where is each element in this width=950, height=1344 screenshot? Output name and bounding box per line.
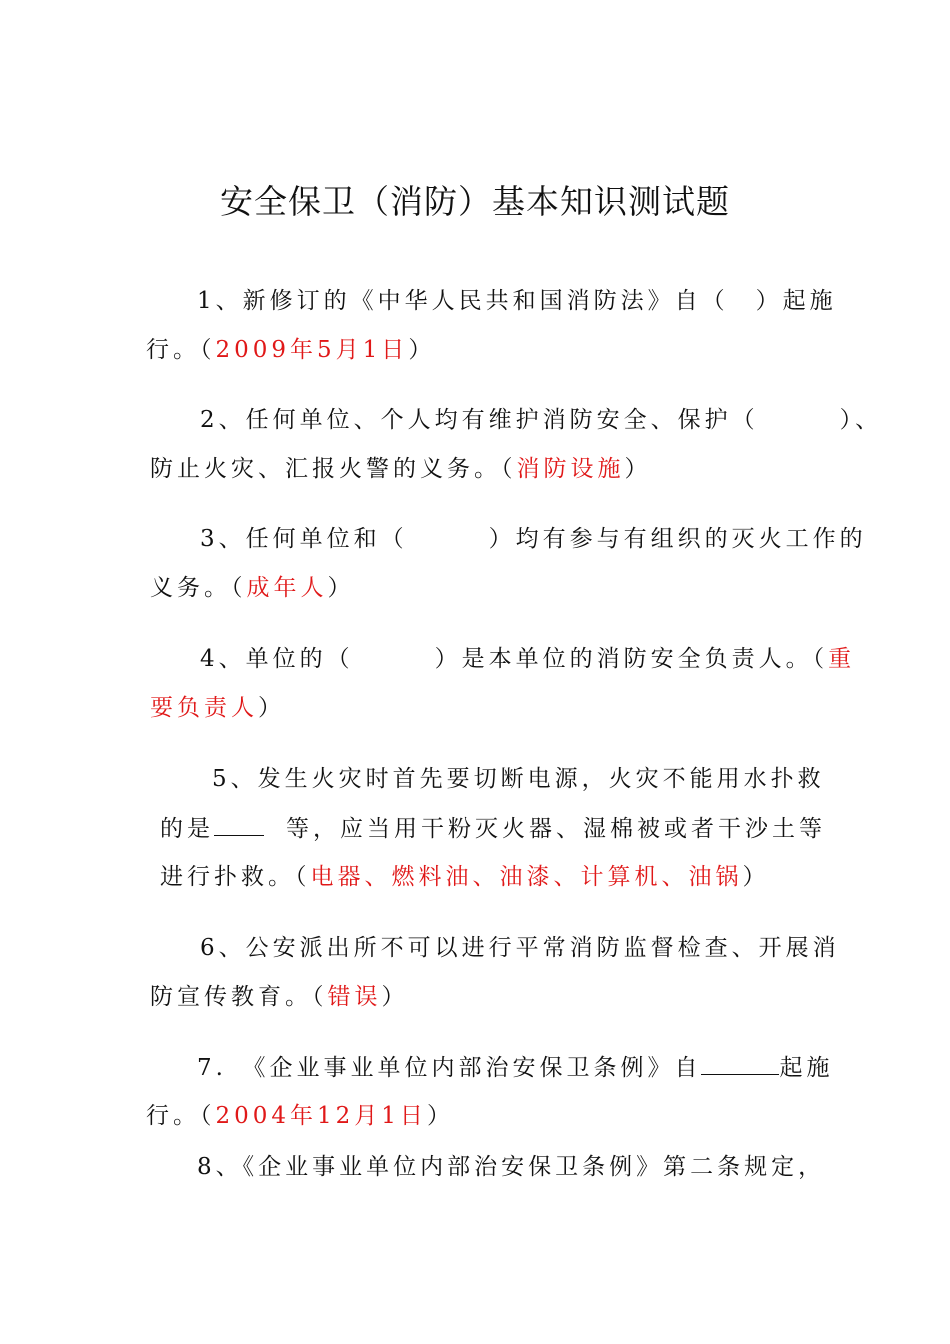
q2-line2-text: 防止火灾、汇报火警的义务。（ [150, 456, 517, 482]
q1-line2-close: ） [408, 337, 436, 363]
q3-line2-text: 义务。（ [150, 575, 247, 601]
q4-line1-text: 4、单位的（ ）是本单位的消防安全负责人。（ [200, 646, 829, 672]
q1-line1: 1、新修订的《中华人民共和国消防法》自（ ）起施 [197, 288, 837, 314]
q1-answer: 2009年5月1日 [215, 337, 409, 363]
q4-line2 [150, 693, 285, 723]
q5-line1: 5、发生火灾时首先要切断电源，火灾不能用水扑救 [212, 766, 825, 792]
q2-line1: 2、任何单位、个人均有维护消防安全、保护（ ）、 [200, 407, 883, 433]
q8-line1: 8、《企业事业单位内部治安保卫条例》第二条规定， [197, 1154, 826, 1180]
q7-fill-blank [701, 1052, 779, 1075]
q5-line3-close: ） [742, 864, 770, 890]
q2-answer: 消防设施 [516, 456, 625, 482]
page-title: 安全保卫（消防）基本知识测试题 [220, 182, 730, 221]
q6-line2-text: 防宣传教育。（ [150, 984, 328, 1010]
q4-answer-part1: 重 [828, 646, 856, 672]
q6-answer: 错误 [327, 984, 382, 1010]
q7-line1-tail: 起施 [779, 1055, 834, 1081]
q7-answer: 2004年12月1日 [215, 1103, 427, 1129]
q4-line1 [200, 644, 855, 674]
q4-line2-close: ） [258, 695, 285, 721]
q5-line2-text-a: 的是 [160, 816, 214, 842]
q5-line3 [160, 862, 770, 892]
q3-line2-close: ） [327, 575, 355, 601]
q5-line3-text: 进行扑救。（ [160, 864, 311, 890]
q5-answer: 电器、燃料油、油漆、计算机、油锅 [310, 864, 743, 890]
q1-line2 [146, 335, 435, 365]
q1-line2-text: 行。（ [146, 337, 216, 363]
q7-line2-close: ） [426, 1103, 454, 1129]
q2-line2-close: ） [624, 456, 652, 482]
q3-line2 [150, 573, 355, 603]
q6-line2 [150, 982, 409, 1012]
q7-line2 [146, 1101, 454, 1131]
q4-answer-part2: 要负责人 [150, 695, 258, 721]
q2-line2 [150, 454, 652, 484]
q5-fill-blank [214, 813, 264, 836]
q7-line1-text: 7. 《企业事业单位内部治安保卫条例》自 [197, 1055, 702, 1081]
q3-line1: 3、任何单位和（ ）均有参与有组织的灭火工作的 [200, 526, 867, 552]
q7-line2-text: 行。（ [146, 1103, 216, 1129]
q6-line1: 6、公安派出所不可以进行平常消防监督检查、开展消 [200, 935, 840, 961]
q6-line2-close: ） [381, 984, 409, 1010]
q3-answer: 成年人 [246, 575, 328, 601]
q5-line2 [160, 813, 826, 844]
q7-line1 [197, 1052, 833, 1083]
q5-line2-text-b: 等，应当用干粉灭火器、湿棉被或者干沙土等 [286, 816, 826, 842]
